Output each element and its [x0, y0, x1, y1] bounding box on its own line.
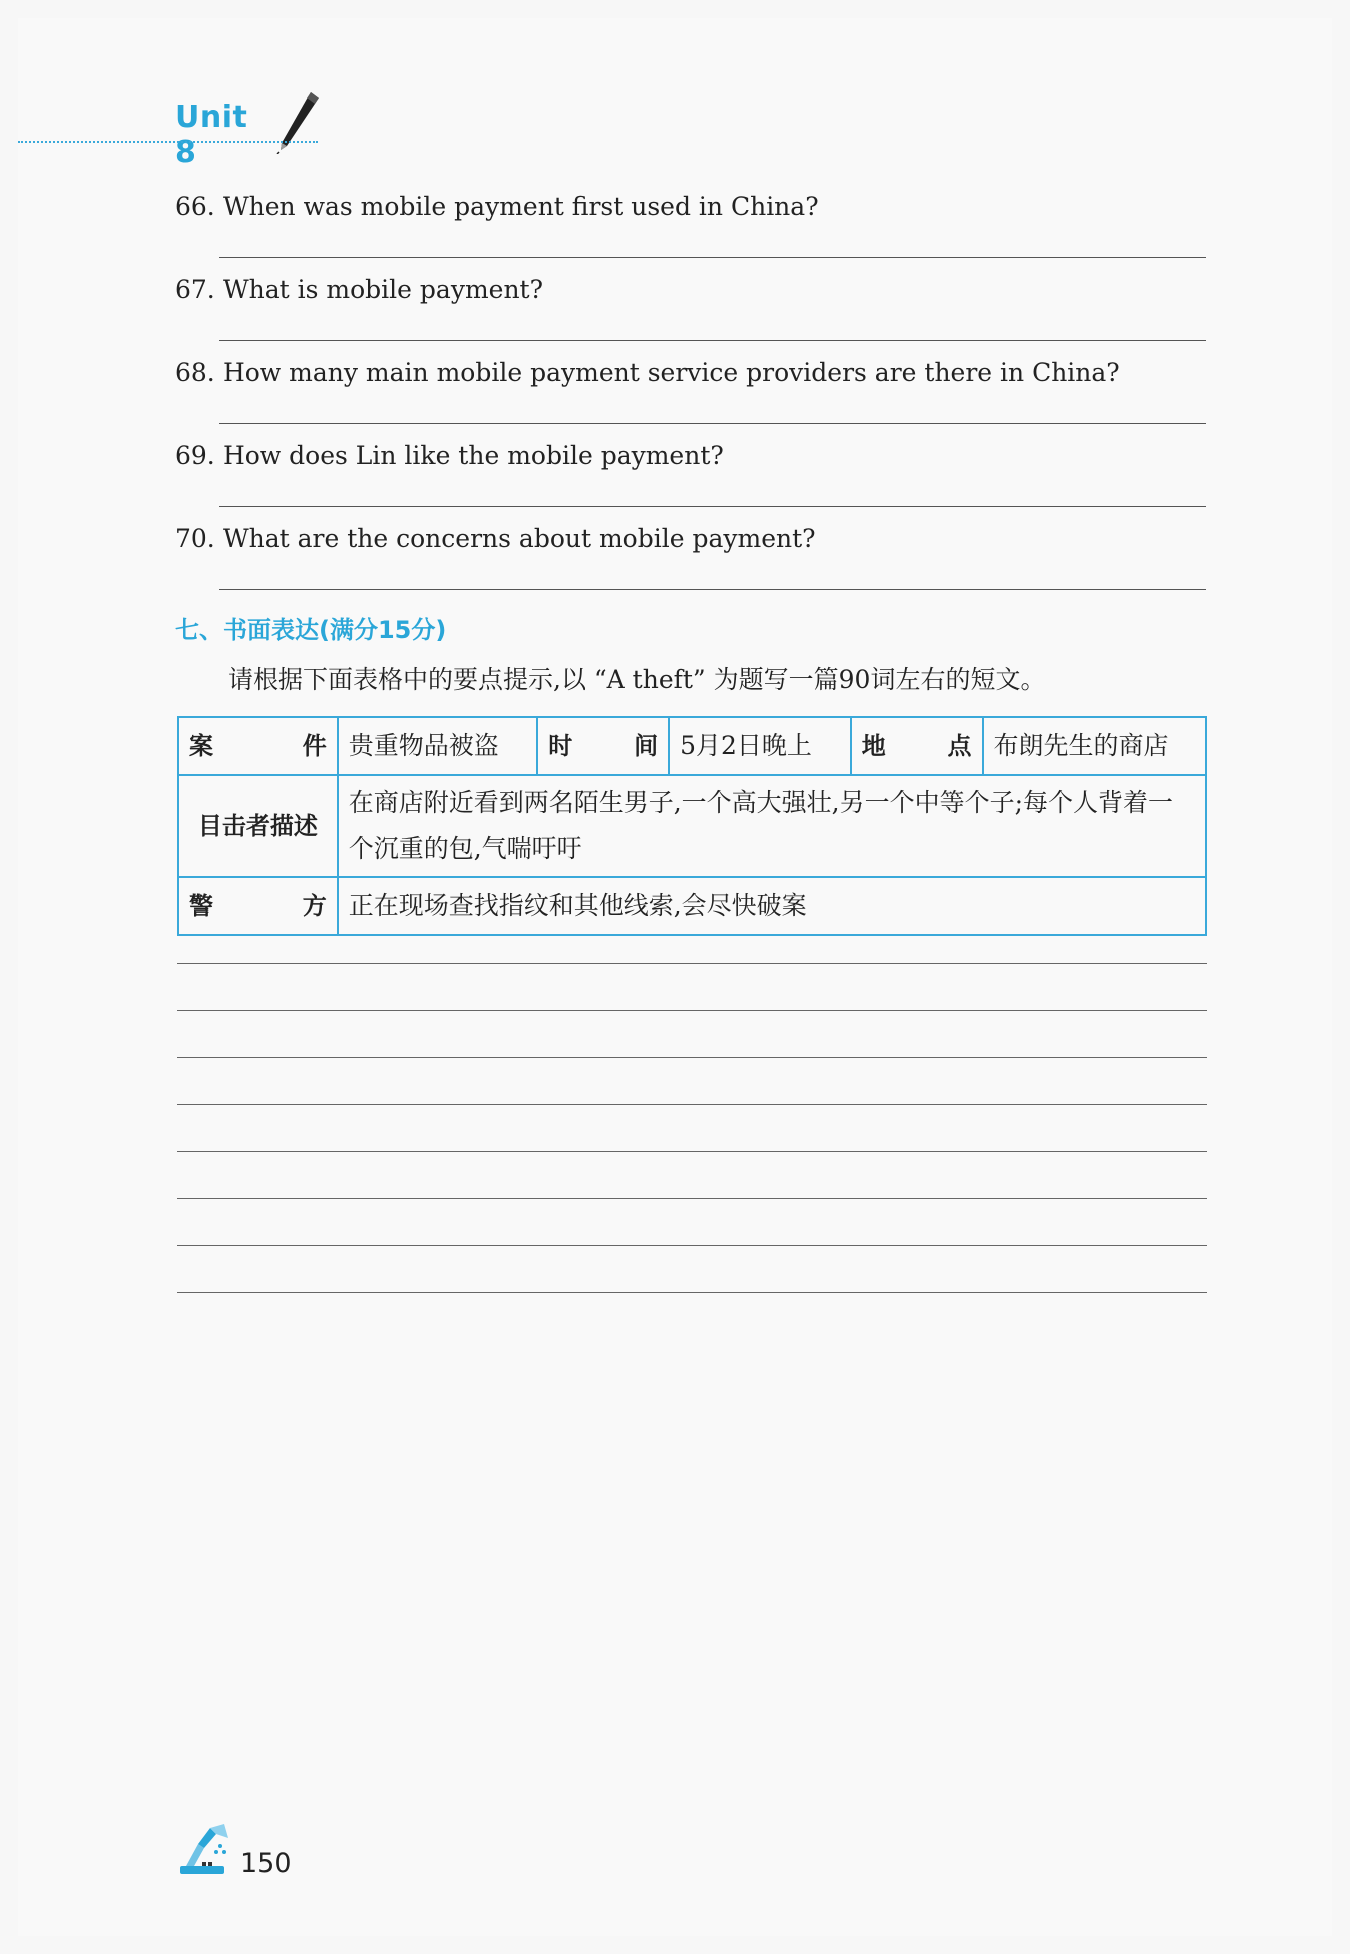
police-value: 正在现场查找指纹和其他线索,会尽快破案 [338, 877, 1206, 935]
question-69: 69. How does Lin like the mobile payment? [175, 441, 724, 470]
prompt-table [177, 716, 1207, 936]
time-label: 时 间 [537, 717, 669, 775]
place-value: 布朗先生的商店 [983, 717, 1207, 775]
table-row [178, 775, 1206, 877]
answer-line-69[interactable] [219, 506, 1206, 507]
witness-label: 目击者描述 [178, 775, 338, 877]
page [18, 18, 1332, 1936]
question-70: 70. What are the concerns about mobile payment? [175, 524, 816, 553]
table-row [178, 717, 1206, 775]
writing-line[interactable] [177, 963, 1207, 964]
writing-line[interactable] [177, 1104, 1207, 1105]
lamp-icon [176, 1822, 232, 1878]
unit-title: Unit 8 [175, 100, 248, 170]
pen-icon [275, 90, 321, 154]
answer-line-66[interactable] [219, 257, 1206, 258]
writing-instruction: 请根据下面表格中的要点提示,以 “A theft” 为题写一篇90词左右的短文。 [228, 665, 1046, 694]
header-rule [18, 141, 318, 143]
police-label: 警 方 [178, 877, 338, 935]
question-67: 67. What is mobile payment? [175, 275, 543, 304]
case-value: 贵重物品被盗 [338, 717, 538, 775]
answer-line-68[interactable] [219, 423, 1206, 424]
writing-line[interactable] [177, 1245, 1207, 1246]
page-number: 150 [240, 1848, 292, 1879]
witness-value: 在商店附近看到两名陌生男子,一个高大强壮,另一个中等个子;每个人背着一个沉重的包,气喘吁吁 [338, 775, 1206, 877]
writing-line[interactable] [177, 1292, 1207, 1293]
writing-line[interactable] [177, 1057, 1207, 1058]
table-row [178, 877, 1206, 935]
writing-line[interactable] [177, 1151, 1207, 1152]
answer-line-67[interactable] [219, 340, 1206, 341]
question-68: 68. How many main mobile payment service providers are there in China? [175, 358, 1120, 387]
question-66: 66. When was mobile payment first used in China? [175, 192, 819, 221]
case-label: 案 件 [178, 717, 338, 775]
place-label: 地 点 [851, 717, 983, 775]
answer-line-70[interactable] [219, 589, 1206, 590]
writing-line[interactable] [177, 1010, 1207, 1011]
time-value: 5月2日晚上 [669, 717, 851, 775]
section-title: 七、书面表达(满分15分) [175, 616, 447, 644]
writing-line[interactable] [177, 1198, 1207, 1199]
